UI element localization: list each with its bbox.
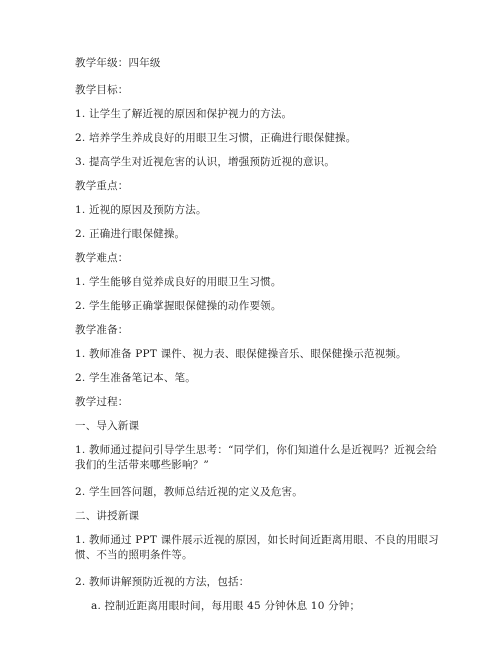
objectives-heading: 教学目标：: [75, 84, 129, 96]
objective-item: 2. 培养学生养成良好的用眼卫生习惯，正确进行眼保健操。: [75, 132, 357, 144]
preparation-heading: 教学准备：: [75, 324, 129, 336]
section-item: 1. 教师通过提问引导学生思考：“同学们，你们知道什么是近视吗？近视会给我们的生活带来哪些影响？”: [75, 444, 437, 471]
objective-item: 3. 提高学生对近视危害的认识，增强预防近视的意识。: [75, 156, 336, 168]
sub-item: a. 控制近距离用眼时间，每用眼 45 分钟休息 10 分钟；: [91, 600, 361, 612]
difficulties-heading: 教学难点：: [75, 252, 129, 264]
section-heading: 一、导入新课: [75, 420, 140, 432]
preparation-item: 1. 教师准备 PPT 课件、视力表、眼保健操音乐、眼保健操示范视频。: [75, 348, 407, 360]
section-heading: 二、讲授新课: [75, 510, 140, 522]
objective-item: 1. 让学生了解近视的原因和保护视力的方法。: [75, 108, 293, 120]
difficulty-item: 1. 学生能够自觉养成良好的用眼卫生习惯。: [75, 276, 282, 288]
key-points-heading: 教学重点：: [75, 180, 129, 192]
key-point-item: 1. 近视的原因及预防方法。: [75, 204, 207, 216]
preparation-item: 2. 学生准备笔记本、笔。: [75, 372, 196, 384]
process-heading: 教学过程：: [75, 396, 129, 408]
section-item: 2. 学生回答问题，教师总结近视的定义及危害。: [75, 486, 303, 498]
grade-line: 教学年级：四年级: [75, 57, 161, 69]
section-item: 2. 教师讲解预防近视的方法，包括：: [75, 576, 250, 588]
section-item: 1. 教师通过 PPT 课件展示近视的原因，如长时间近距离用眼、不良的用眼习惯、不当的照明条件等。: [75, 534, 439, 561]
key-point-item: 2. 正确进行眼保健操。: [75, 228, 186, 240]
difficulty-item: 2. 学生能够正确掌握眼保健操的动作要领。: [75, 300, 282, 312]
